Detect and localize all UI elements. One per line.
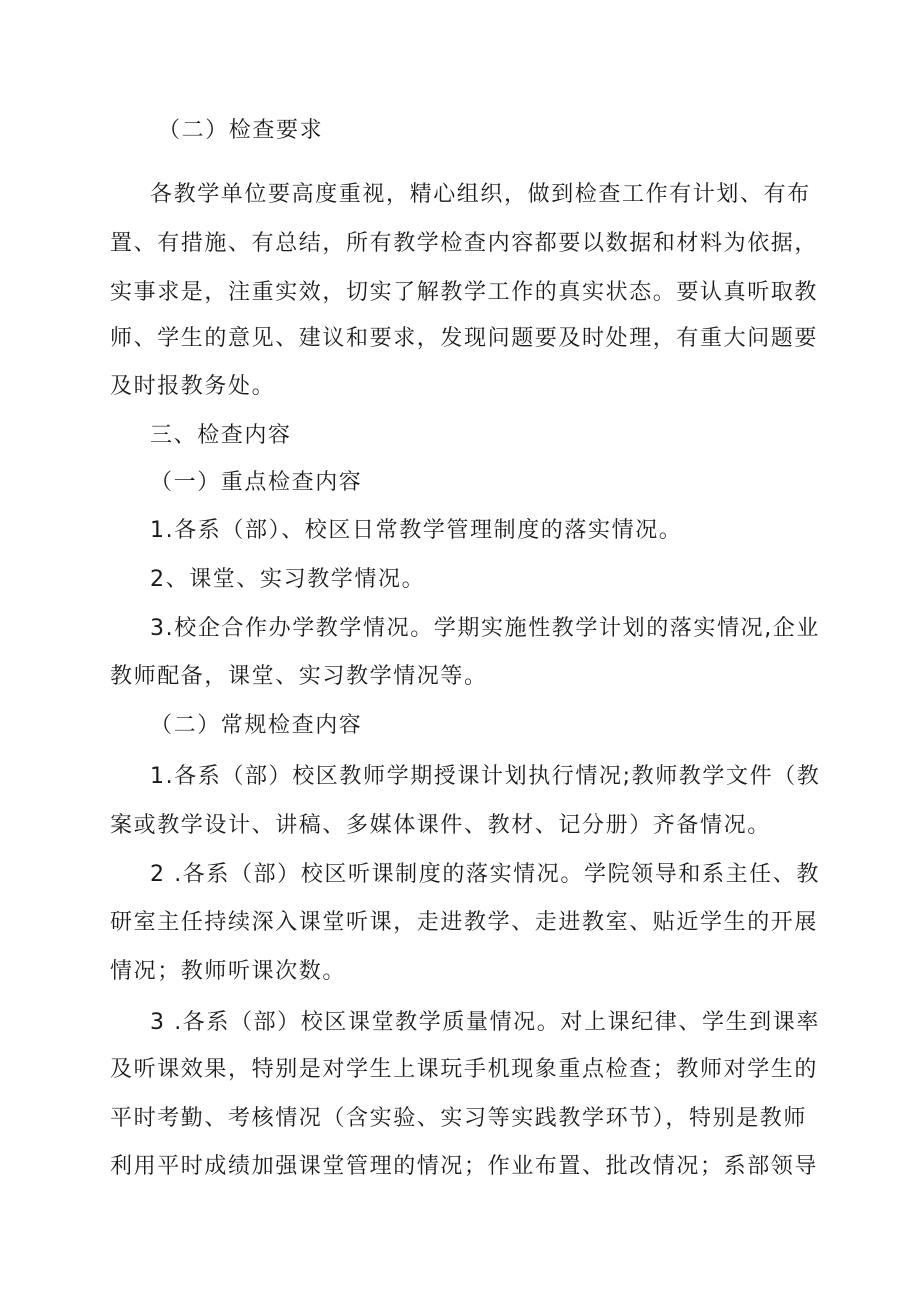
paragraph-line: 师、学生的意见、建议和要求，发现问题要及时处理，有重大问题要 <box>110 326 819 351</box>
paragraph-line: 研室主任持续深入课堂听课，走进教学、走进教室、贴近学生的开展 <box>110 910 819 935</box>
list-item: 1.各系（部）校区教师学期授课计划执行情况;教师教学文件（教 <box>150 764 821 789</box>
section-heading-inspection-requirements: （二）检查要求 <box>158 118 324 143</box>
section-heading-inspection-content: 三、检查内容 <box>150 423 292 448</box>
paragraph-line: 利用平时成绩加强课堂管理的情况；作业布置、批改情况；系部领导 <box>110 1154 819 1179</box>
subsection-heading-routine-content: （二）常规检查内容 <box>150 713 363 738</box>
list-item: 1.各系（部）、校区日常教学管理制度的落实情况。 <box>150 518 683 543</box>
list-item: 3 .各系（部）校区课堂教学质量情况。对上课纪律、学生到课率 <box>150 1010 820 1035</box>
subsection-heading-key-content: （一）重点检查内容 <box>150 470 363 495</box>
paragraph-line: 平时考勤、考核情况（含实验、实习等实践教学环节），特别是教师 <box>110 1106 808 1131</box>
list-item: 3.校企合作办学教学情况。学期实施性教学计划的落实情况,企业 <box>150 616 820 641</box>
paragraph-line: 教师配备，课堂、实习教学情况等。 <box>110 664 488 689</box>
paragraph-line: 各教学单位要高度重视，精心组织，做到检查工作有计划、有布 <box>150 182 811 207</box>
paragraph-line: 情况；教师听课次数。 <box>110 959 347 984</box>
list-item: 2 .各系（部）校区听课制度的落实情况。学院领导和系主任、教 <box>150 862 820 887</box>
paragraph-line: 实事求是，注重实效，切实了解教学工作的真实状态。要认真听取教 <box>110 280 819 305</box>
paragraph-line: 及时报教务处。 <box>110 374 276 399</box>
paragraph-line: 置、有措施、有总结，所有教学检查内容都要以数据和材料为依据， <box>110 231 819 256</box>
paragraph-line: 案或教学设计、讲稿、多媒体课件、教材、记分册）齐备情况。 <box>110 813 771 838</box>
list-item: 2、课堂、实习教学情况。 <box>150 567 426 592</box>
paragraph-line: 及听课效果，特别是对学生上课玩手机现象重点检查；教师对学生的 <box>110 1057 819 1082</box>
